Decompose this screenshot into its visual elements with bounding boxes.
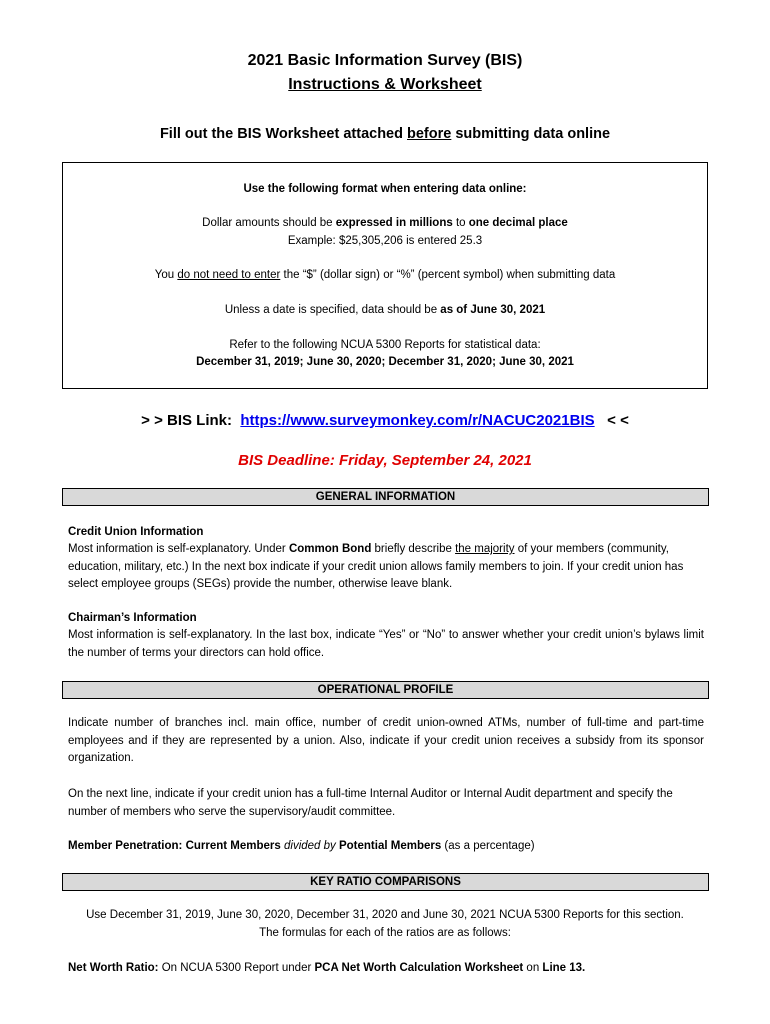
report-dates: December 31, 2019; June 30, 2020; December 31, 2020; June 30, 2021 xyxy=(196,356,574,368)
key-ratio-intro: Use December 31, 2019, June 30, 2020, December 31, 2020 and June 30, 2021 NCUA 5300 Reports for this section. The formulas for each of the ratios are as follows: xyxy=(86,909,684,939)
bis-link-prefix: > > BIS Link: xyxy=(141,412,233,429)
key-ratio-comparisons-bar: KEY RATIO COMPARISONS xyxy=(62,873,709,891)
bis-survey-link[interactable]: https://www.surveymonkey.com/r/NACUC2021BIS xyxy=(240,412,595,429)
bis-link-line xyxy=(0,412,770,429)
date-rule: Unless a date is specified, data should be as of June 30, 2021 xyxy=(224,304,546,316)
credit-union-info-text: Most information is self-explanatory. Under Common Bond briefly describe the majority of your members (community, education, military, etc.) In the next box indicate if your credit union allows family members to join. If your credit union has select employee groups (SEGs) provide the number, otherwise leave blank. xyxy=(68,543,684,590)
symbols-rule: You do not need to enter the “$” (dollar sign) or “%” (percent symbol) when submitting data xyxy=(154,269,616,281)
page-title: 2021 Basic Information Survey (BIS) xyxy=(247,52,523,69)
refer-reports: Refer to the following NCUA 5300 Reports for statistical data: xyxy=(229,339,541,351)
net-worth-ratio-line: Net Worth Ratio: On NCUA 5300 Report under PCA Net Worth Calculation Worksheet on Line 13. xyxy=(68,962,586,974)
operational-paragraph-1: Indicate number of branches incl. main office, number of credit union-owned ATMs, number of full-time and part-time employees and if they are represented by a union. Also, indicate if your credit union receives a subsidy from its sponsor organization. xyxy=(68,717,704,764)
format-heading: Use the following format when entering data online: xyxy=(243,183,527,195)
fill-out-instruction: Fill out the BIS Worksheet attached before submitting data online xyxy=(159,126,611,142)
dollar-format-rule: Dollar amounts should be expressed in millions to one decimal place xyxy=(202,217,568,229)
page-subtitle: Instructions & Worksheet xyxy=(288,76,482,93)
bis-deadline: BIS Deadline: Friday, September 24, 2021 xyxy=(238,452,532,469)
member-penetration-line: Member Penetration: Current Members divided by Potential Members (as a percentage) xyxy=(68,840,535,852)
format-instructions-box xyxy=(62,162,708,389)
chairman-info-heading: Chairman’s Information xyxy=(68,612,197,624)
operational-paragraph-2: On the next line, indicate if your credit union has a full-time Internal Auditor or Internal Audit department and specify the number of members who serve the supervisory/audit committee. xyxy=(68,788,673,818)
bis-link-suffix: < < xyxy=(607,412,629,429)
credit-union-info-heading: Credit Union Information xyxy=(68,526,204,538)
general-information-bar: GENERAL INFORMATION xyxy=(62,488,709,506)
dollar-example: Example: $25,305,206 is entered 25.3 xyxy=(287,235,483,247)
operational-profile-bar: OPERATIONAL PROFILE xyxy=(62,681,709,699)
chairman-info-text: Most information is self-explanatory. In the last box, indicate “Yes” or “No” to answer whether your credit union’s bylaws limit the number of terms your directors can hold office. xyxy=(68,629,704,659)
